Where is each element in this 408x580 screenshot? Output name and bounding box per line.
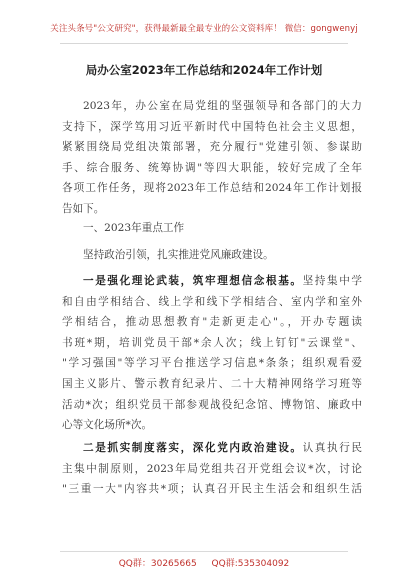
paragraph-line: 活动*次；组织党员干部参观战役纪念馆、博物馆、廉政中 [62,398,362,411]
intro-line: 支持下，深学笃用习近平新时代中国特色社会主义思想， [62,120,362,133]
paragraph-first-line-rest: 认真执行民 [302,442,362,454]
paragraph-line: "三重一大"内容共*项；认真召开民主生活会和组织生活 [62,483,362,496]
intro-line: 各项工作任务，现将2023年工作总结和2024年工作计划报 [62,182,362,195]
paragraph-line: 学相结合，推动思想教育"走新更走心"。，开办专题读 [62,316,362,329]
paragraph-first-line [62,271,362,292]
intro-paragraph [62,96,362,220]
paragraph-line: "学习强国"等学习平台推送学习信息*条条；组织观看爱 [62,357,362,370]
paragraph-line: 和自由学相结合、线上学和线下学相结合、室内学和室外 [62,295,362,308]
section-lead-sentence: 坚持政治引领，扎实推进党风廉政建设。 [83,249,274,261]
paragraph-bold-lead: 二是抓实制度落实，深化党内政治建设。 [83,442,303,454]
paragraph-bold-lead: 一是强化理论武装，筑牢理想信念根基。 [83,275,303,287]
section-heading: 一、2023年重点工作 [83,222,185,234]
paragraph-line: 国主义影片、警示教育纪录片、二十大精神网络学习班等 [62,377,362,390]
paragraph-first-line-rest: 坚持集中学 [302,275,362,287]
paragraph-line: 书班*期，培训党员干部*余人次；线上钉钉"云课堂"、 [62,336,362,349]
intro-line: 手、综合服务、统筹协调"等四大职能，较好完成了全年 [62,161,362,174]
header-divider [60,43,348,44]
paragraph-first-line [62,438,362,459]
paragraph-two [62,438,362,500]
paragraph-one [62,271,362,436]
header-promo-note: 关注头条号"公文研究"，获得最新最全最专业的公文资料库！ 微信：gongwenyj [50,24,358,34]
intro-line: 紧紧围绕局党组决策部署，充分履行"党建引领、参谋助 [62,141,362,154]
intro-line: 2023年，办公室在局党组的坚强领导和各部门的大力 [83,100,362,112]
footer-contact-note: QQ群：30265665 QQ群:535304092 [118,559,290,569]
document-title: 局办公室2023年工作总结和2024年工作计划 [85,63,323,77]
intro-line: 告如下。 [62,202,105,215]
footer-divider [60,551,348,552]
paragraph-line: 主集中制原则，2023年局党组共召开党组会议*次，讨论 [62,462,362,475]
paragraph-line: 心等文化场所*次。 [62,419,153,432]
